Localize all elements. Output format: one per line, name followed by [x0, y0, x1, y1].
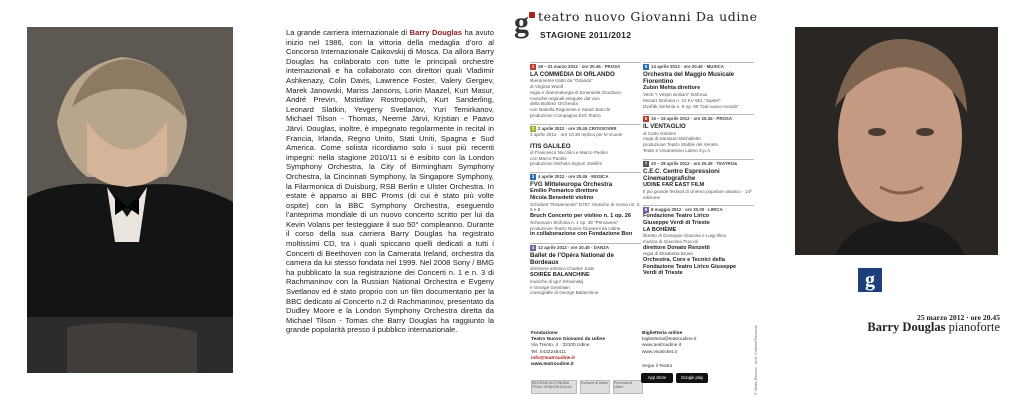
event-number-badge: 8 [644, 207, 648, 213]
event-number-badge: 7 [644, 160, 648, 166]
event-date-text: 14 aprile 2012 · ore 20.45 · MUSICA [651, 64, 724, 70]
google-play-badge[interactable]: Google play [676, 373, 708, 383]
event-detail-line: musiche di Igor Stravinskij [530, 278, 584, 284]
program-event [530, 143, 641, 168]
logo-accent-square [529, 12, 535, 18]
event-detail-line: LA BOHÈME [643, 226, 677, 233]
event-detail-line: 3 aprile 2012 · ore 10.30 replica per le scuole [530, 131, 623, 137]
event-detail-line: produzione Compagnia Enfi Teatro [530, 112, 601, 118]
event-detail-line: musiche originali eseguite dal vivo [530, 95, 600, 101]
event-detail-line: con Isabella Ragonese e Sarah Biacchi [530, 107, 611, 113]
theatre-logo-small: g [858, 268, 882, 292]
event-number-badge: 6 [644, 116, 648, 122]
event-number-badge: 3 [531, 174, 535, 180]
event-detail-line: liberamente tratto da “Orlando” [530, 78, 593, 84]
contact-email-link[interactable]: info@teatroudine.it [531, 355, 575, 361]
program-column-right [643, 62, 754, 282]
program-event [643, 62, 754, 109]
contact-foundation-line: Via Trento, 4 · 33100 Udine [531, 343, 590, 349]
event-title: Orchestra del Maggio Musicale Fiorentino [643, 71, 735, 86]
event-detail-line: e George Gershwin [530, 284, 570, 290]
concert-artist [809, 320, 1000, 335]
event-detail-line: Bruch Concerto per violino n. 1 op. 26 [530, 213, 632, 220]
event-date [530, 243, 641, 251]
event-detail-line: SOIRÉE BALANCHINE [530, 272, 590, 279]
event-detail-line: in collaborazione con Fondazione Bon [530, 231, 633, 238]
event-date [530, 62, 641, 70]
event-detail-line: regia di Elisabetta Brusa [643, 251, 693, 257]
event-number-badge: 1 [531, 64, 535, 69]
concert-instrument: pianoforte [948, 320, 1000, 334]
event-number-badge: 2 [531, 125, 535, 131]
contact-website-link[interactable]: www.teatroudine.it [531, 362, 574, 368]
sponsor-logos [531, 380, 643, 393]
event-title: IL VENTAGLIO [643, 123, 686, 131]
event-detail-line: Teatri e Umanesimo Latino S.p.A. [643, 147, 712, 153]
program-event [530, 243, 641, 296]
event-detail-line: Verdi di Trieste [643, 270, 683, 277]
event-detail-line: Zubin Mehta direttore [643, 85, 701, 92]
event-detail-line: di Virginia Woolf [530, 84, 564, 89]
app-store-badge[interactable]: App Store [641, 373, 673, 383]
event-detail-line: Fondazione Teatro Lirico [643, 213, 710, 220]
portrait-illustration [795, 27, 998, 255]
program-event [643, 159, 754, 201]
event-detail-line: libretto di Giuseppe Giacosa e Luigi Illica [643, 233, 726, 239]
event-detail-line: Mozart Sinfonia n. 41 KV 551 “Jupiter” [643, 97, 721, 103]
event-date [643, 62, 754, 70]
theatre-name: teatro nuovo Giovanni Da udine [538, 9, 758, 24]
social-label: Segui il Teatro [642, 363, 673, 369]
event-detail-line: direzione artistica Charles Jude [530, 266, 595, 272]
event-date-text: 16 – 19 aprile 2012 · ore 20.45 · PROSA [651, 116, 733, 122]
event-detail-line: regia di Damiano Michieletto [643, 136, 701, 142]
event-number-badge: 5 [644, 64, 648, 69]
contact-ticketing-heading: Biglietteria online [642, 331, 683, 336]
event-detail-line: Emilio Pomarico direttore [530, 188, 599, 195]
event-title: FVG Mitteleuropa Orchestra [530, 181, 613, 189]
event-date-text: 2 aprile 2012 · ore 20.45 CROSSOVER [538, 125, 617, 131]
season-title: STAGIONE 2011/2012 [540, 30, 632, 40]
event-title: LA COMMEDIA DI ORLANDO [530, 71, 615, 78]
program-event [643, 205, 754, 277]
event-detail-line: regia e drammaturgia di Emanuela Giordano [530, 89, 621, 95]
sponsor-logo-provincia: Provincia di Udine [613, 380, 643, 394]
event-title: C.E.C. Centro Espressioni Cinematografiche [643, 167, 720, 182]
event-date [530, 124, 641, 132]
event-detail-line: Nicola Benedetti violino [530, 194, 594, 201]
event-date-text: 4 aprile 2012 · ore 20.45 · MUSICA [538, 174, 609, 180]
event-detail-line: Il più grande festival di cinema popolare asiatico · 14ª edizione [643, 188, 752, 200]
concert-date: 25 marzo 2012 · ore 20.45 [917, 313, 1000, 322]
event-detail-line: UDINE FAR EAST FILM [643, 182, 705, 189]
artist-portrait-photo [795, 27, 998, 255]
event-detail-line: coreografie di George Balanchine [530, 290, 599, 296]
program-event [530, 62, 641, 119]
event-detail-line: di Carlo Goldoni [643, 130, 676, 136]
contact-foundation-line: Tel. 0432248411 [531, 349, 567, 355]
bio-artist-name: Barry Douglas [409, 28, 462, 37]
sponsor-logo-comune: Comune di Udine [580, 380, 610, 394]
event-date [643, 114, 754, 122]
vivaticket-link[interactable]: www.vivaticket.it [642, 349, 677, 355]
program-event [530, 172, 641, 238]
event-date [643, 159, 754, 167]
event-detail-line: produzione Michela Signori Jolefilm [530, 161, 603, 167]
event-detail-line: Verdi “I Vespri siciliani” Sinfonia [643, 92, 708, 97]
bio-text-intro: La grande carriera internazionale di [286, 28, 410, 37]
event-detail-line: Fondazione Teatro Lirico Giuseppe [643, 263, 737, 270]
event-date-text: 8 maggio 2012 · ore 20.00 · LIRICA [651, 207, 723, 213]
app-badges [641, 373, 708, 383]
event-detail-line: Schubert “Rosamunde” D797, Musiche di scena nn. 2, 5 e 8 [530, 201, 641, 213]
event-detail-line: produzione Teatro Nuovo Giovanni da Udine [530, 225, 621, 231]
program-event [530, 124, 641, 138]
sponsor-logo-region: REGIONE AUTONOMA FRIULI VENEZIA GIULIA [531, 380, 577, 394]
event-date [530, 172, 641, 180]
event-detail-line: Orchestra, Coro e Tecnici della [643, 257, 725, 264]
ticketing-email-link[interactable]: biglietteria@teatroudine.it [642, 337, 697, 343]
photo-credit: © Studio Rossoni · print: Graficart Pasian/di [754, 325, 758, 395]
pianist-photo [27, 27, 233, 373]
contact-foundation [531, 331, 636, 368]
event-detail-line: direttore Donato Renzetti [643, 244, 710, 251]
artist-biography [286, 28, 494, 335]
program-event [643, 114, 754, 153]
event-detail-line: con Marco Paolini [530, 155, 567, 161]
event-detail-line: musica di Giacomo Puccini [643, 238, 699, 244]
theatre-logo: g [514, 6, 529, 39]
bio-text-body: ha avuto inizio nel 1986, con la vittoria della medaglia d’oro al Concorso Internazionale Caikovskij di Mosca. Da allora Barry Douglas ha collaborato con tutte le principali orchestre internazionali e ha collaborato con direttori quali Vladimir Ashkenazy, Colin Davis, Lawrence Foster, Valery Gergiev, Marek Janowski, Mariss Jansons, Lorin Maazel, Kurt Masur, André Previn, Mstistlav Rostropovich, Kurt Sanderling, Leonard Slatkin, Yevgeny Svetlanov, Yuri Temirkanov, Michael Tilson - Thomas, Neeme Järvi, Krjstian e Paavo Järvi. Douglas, inoltre, è impegnato regolarmente in recital in Francia, Irlanda, Regno Unito, Stati Uniti, Spagna e Sud America. Come solista ricordiamo solo i suoi più recenti impegni: nella stagione 2010/11 si è esibito con la London Symphony Orchestra, la City of Birmingham Symphony Orchestra, la Cincinnati Symphony, la Singapore Symphony, la Filarmonica di Duisburg, RSB Berlin e Ulster Orchestra. In estate è apparso ai BBC Proms (di cui è stato più volte ospite) con la BBC Symphony Orchestra, eseguendo l’anteprima mondiale di un nuovo concerto scritto per lui da Kevin Volans per festeggiare il suo 50° compleanno. Durante il corso della sua carriera Barry Douglas ha registrato moltissimi CD, tra i quali spiccano quelli dedicati a tutti i Concerti di Beethoven con la Camerata Ireland, orchestra da camera da lui stesso fondata nel 1999. Nel 2008 Sony / BMG ha pubblicato la sua registrazione dei Concerti n. 1 e n. 3 di Rachmaninov con la Russian National Orchestra e Evgeny Svetlanov ed è stato proprio con un film documentario per la BBC dedicato al Concerto n.2 di Rachmaninov, presentato da Dudley Moore e la London Symphony Orchestra diretta da Michael Tilson - Tomas che Barry Douglas ha raggiunto la grande popolarità presso il pubblico internazionale. [286, 28, 494, 335]
event-detail-line: di Francesco Niccolini e Marco Paolini [530, 149, 608, 155]
pianist-illustration [27, 27, 233, 373]
event-detail-line: produzione Teatro Stabile del Veneto [643, 142, 719, 148]
event-date-text: 12 aprile 2012 · ore 20.45 · DANZA [538, 245, 610, 251]
concert-artist-name: Barry Douglas [867, 320, 946, 334]
event-number-badge: 4 [531, 244, 535, 250]
event-date [643, 205, 754, 213]
contact-foundation-line: Teatro Nuovo Giovanni da Udine [531, 337, 606, 343]
event-detail-line: Dvořák Sinfonia n. 9 op. 95 “Dal nuovo mondo” [643, 103, 739, 109]
event-date-text: 20 – 28 aprile 2012 · ore 20.45 · TEATRO& [651, 160, 738, 166]
event-detail-line: Schumann Sinfonia n. 1 op. 38 “Primavera” [530, 219, 619, 225]
event-detail-line: Giuseppe Verdi di Trieste [643, 219, 710, 226]
event-title: Ballet de l’Opéra National de Bordeaux [530, 251, 614, 267]
event-detail-line: della Bubbez Orchestra [530, 101, 579, 107]
event-date-text: 28 – 31 marzo 2012 · ore 20.45 · PROSA [538, 64, 621, 70]
contact-ticketing [642, 331, 752, 370]
event-title: ITIS GALILEO [530, 142, 571, 150]
contact-foundation-heading: Fondazione [531, 331, 558, 336]
ticketing-website-link[interactable]: www.teatroudine.it [642, 343, 682, 349]
program-column-left [530, 62, 641, 301]
